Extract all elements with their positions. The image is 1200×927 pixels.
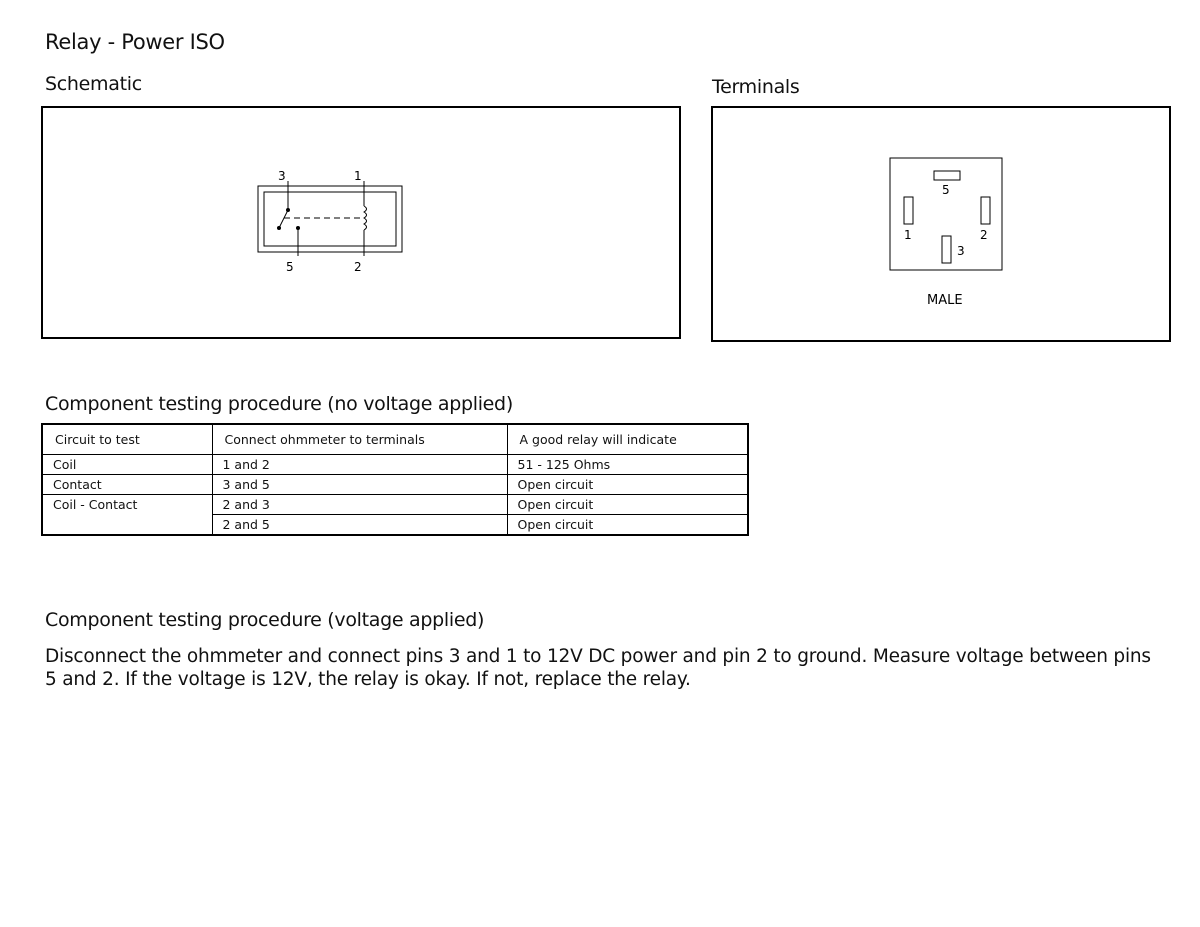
test-no-voltage-table — [41, 423, 749, 536]
table-cell: Open circuit — [507, 475, 748, 495]
table-header-row — [42, 424, 748, 455]
test-no-voltage-heading: Component testing procedure (no voltage applied) — [45, 393, 513, 415]
schematic-heading: Schematic — [45, 73, 142, 95]
coil-winding — [364, 206, 367, 230]
terminal-2-blade — [981, 197, 990, 224]
relay-terminal-diagram — [713, 108, 1169, 340]
table-row — [42, 475, 748, 495]
column-header: Connect ohmmeter to terminals — [212, 424, 507, 455]
table-cell: 1 and 2 — [212, 455, 507, 475]
terminal-housing — [890, 158, 1002, 270]
table-cell — [42, 515, 212, 536]
table-row — [42, 515, 748, 536]
terminal-2-label: 2 — [980, 228, 988, 242]
schematic-pin-5-label: 5 — [286, 260, 294, 274]
table-cell: 2 and 5 — [212, 515, 507, 536]
table-cell: 51 - 125 Ohms — [507, 455, 748, 475]
terminals-heading: Terminals — [712, 76, 800, 98]
schematic-pin-3-label: 3 — [278, 169, 286, 183]
schematic-pin-1-label: 1 — [354, 169, 362, 183]
table-cell: Contact — [42, 475, 212, 495]
table-cell: Coil - Contact — [42, 495, 212, 515]
terminal-1-blade — [904, 197, 913, 224]
column-header: Circuit to test — [42, 424, 212, 455]
table-cell: 2 and 3 — [212, 495, 507, 515]
relay-schematic-diagram — [43, 108, 679, 337]
terminal-1-label: 1 — [904, 228, 912, 242]
relay-outer-outline — [258, 186, 402, 252]
terminal-3-label: 3 — [957, 244, 965, 258]
switch-pivot-dot — [277, 226, 281, 230]
terminal-5-blade — [934, 171, 960, 180]
table-cell: Coil — [42, 455, 212, 475]
column-header: A good relay will indicate — [507, 424, 748, 455]
test-voltage-heading: Component testing procedure (voltage applied) — [45, 609, 485, 631]
test-voltage-instructions: Disconnect the ohmmeter and connect pins 3 and 1 to 12V DC power and pin 2 to ground. Measure voltage between pins 5 and 2. If the voltage is 12V, the relay is okay. If not, replace the relay. — [45, 646, 1151, 690]
table-row — [42, 455, 748, 475]
terminal-3-blade — [942, 236, 951, 263]
terminal-caption: MALE — [927, 293, 963, 308]
table-cell: 3 and 5 — [212, 475, 507, 495]
table-row — [42, 495, 748, 515]
schematic-pin-2-label: 2 — [354, 260, 362, 274]
page-title: Relay - Power ISO — [45, 30, 225, 54]
table-cell: Open circuit — [507, 515, 748, 536]
schematic-panel — [41, 106, 681, 339]
switch-arm — [279, 210, 288, 228]
terminal-5-label: 5 — [942, 183, 950, 197]
terminals-panel — [711, 106, 1171, 342]
table-cell: Open circuit — [507, 495, 748, 515]
